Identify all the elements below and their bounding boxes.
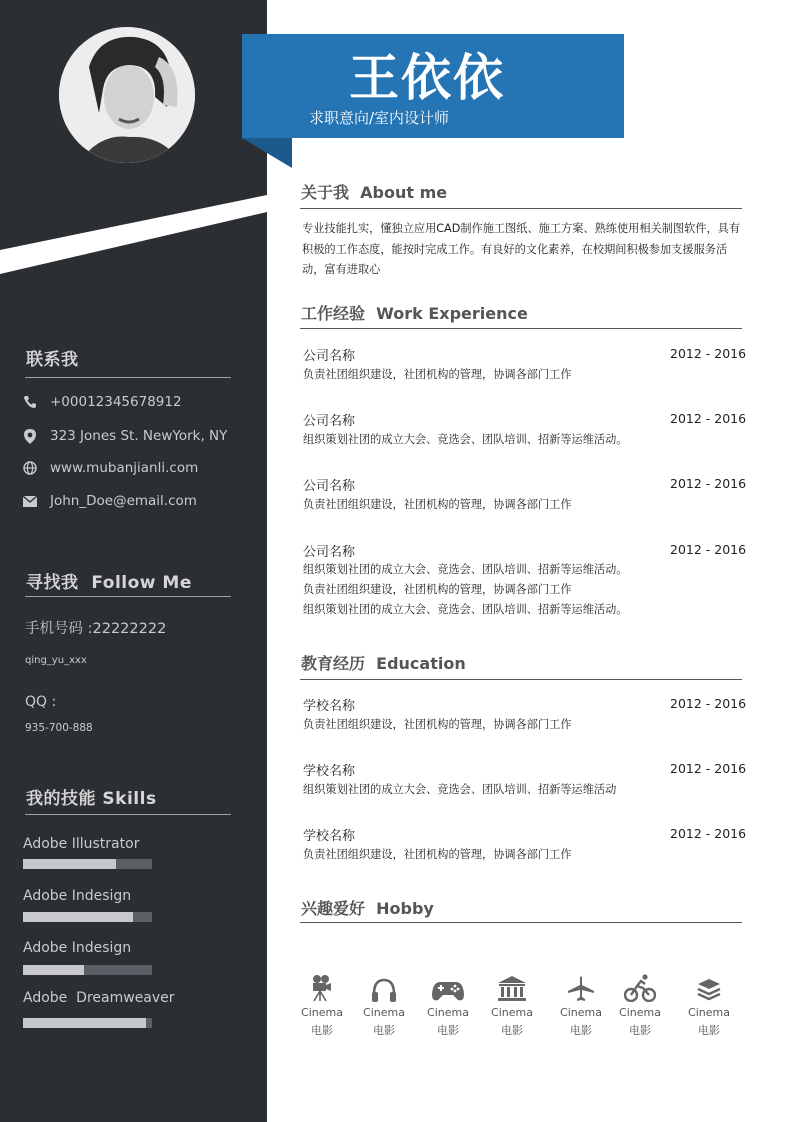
skill-bar: [23, 1018, 152, 1028]
education-title: 教育经历 Education: [301, 654, 466, 673]
follow-qq-label: QQ :: [25, 694, 57, 710]
hobby-label-cn: 电影: [373, 1024, 395, 1037]
work-date: 2012 - 2016: [670, 346, 747, 361]
hobby-label-cn: 电影: [501, 1024, 523, 1037]
skill-bar-fill: [23, 859, 116, 869]
gamepad-icon: [418, 972, 478, 1002]
follow-title: 寻找我 Follow Me: [26, 573, 192, 593]
work-desc: 组织策划社团的成立大会、竞选会、团队培训、招新等运维活动。: [303, 603, 628, 616]
work-date: 2012 - 2016: [670, 542, 747, 557]
avatar: [59, 27, 195, 163]
hobby-label-en: Cinema: [619, 1006, 661, 1019]
school-desc: 负责社团组织建设，社团机构的管理，协调各部门工作: [303, 848, 572, 861]
work-desc: 组织策划社团的成立大会、竞选会、团队培训、招新等运维活动。: [303, 433, 628, 446]
school-desc: 负责社团组织建设，社团机构的管理，协调各部门工作: [303, 718, 572, 731]
contact-divider: [25, 377, 231, 378]
phone-icon: [22, 394, 38, 410]
layers-icon: [679, 972, 739, 1002]
contact-email[interactable]: [22, 491, 197, 511]
cycling-icon: [610, 972, 670, 1002]
name-banner: [242, 34, 624, 138]
sidebar: [0, 0, 267, 1122]
hobby-divider: [300, 922, 742, 923]
hobby-label-cn: 电影: [629, 1024, 651, 1037]
contact-address-text: 323 Jones St. NewYork, NY: [50, 428, 228, 444]
skill-name: Adobe Dreamweaver: [23, 990, 175, 1006]
globe-icon: [22, 460, 38, 476]
camera-icon: [292, 972, 352, 1002]
skill-name: Adobe Indesign: [23, 940, 132, 956]
hobby-item: [482, 972, 542, 1038]
school-date: 2012 - 2016: [670, 826, 747, 841]
skill-bar-fill: [23, 1018, 146, 1028]
hobby-label-en: Cinema: [560, 1006, 602, 1019]
contact-address: [22, 426, 227, 446]
contact-phone-text: +00012345678912: [50, 394, 182, 410]
skill-bar: [23, 912, 152, 922]
hobby-label-en: Cinema: [301, 1006, 343, 1019]
school-name: 学校名称: [303, 764, 356, 779]
job-intent: 求职意向/室内设计师: [309, 109, 450, 127]
school-desc: 组织策划社团的成立大会、竞选会、团队培训、招新等运维活动: [303, 783, 617, 796]
work-company: 公司名称: [303, 414, 356, 429]
work-title: 工作经验 Work Experience: [301, 304, 528, 323]
location-icon: [22, 428, 38, 444]
contact-website[interactable]: [22, 458, 198, 478]
hobby-label-cn: 电影: [698, 1024, 720, 1037]
follow-wechat: qing_yu_xxx: [25, 655, 87, 666]
skills-divider: [25, 814, 231, 815]
work-company: 公司名称: [303, 479, 356, 494]
work-desc: 负责社团组织建设，社团机构的管理，协调各部门工作: [303, 583, 572, 596]
work-desc: 负责社团组织建设，社团机构的管理，协调各部门工作: [303, 498, 572, 511]
hobby-label-cn: 电影: [311, 1024, 333, 1037]
about-divider: [300, 208, 742, 209]
work-desc: 组织策划社团的成立大会、竞选会、团队培训、招新等运维活动。: [303, 563, 628, 576]
work-company: 公司名称: [303, 349, 356, 364]
portrait-image: [59, 27, 195, 163]
hobby-item: [292, 972, 352, 1038]
work-divider: [300, 328, 742, 329]
contact-title: 联系我: [26, 350, 79, 370]
skill-bar-fill: [23, 965, 84, 975]
skill-bar-fill: [23, 912, 133, 922]
airplane-icon: [551, 972, 611, 1002]
candidate-name: 王依依: [349, 49, 505, 107]
contact-email-text: John_Doe@email.com: [50, 493, 197, 509]
skill-bar: [23, 965, 152, 975]
skill-name: Adobe Illustrator: [23, 836, 140, 852]
banner-fold: [242, 138, 294, 168]
follow-phone: 手机号码 :22222222: [25, 621, 167, 637]
follow-qq: 935-700-888: [25, 722, 93, 734]
hobby-title: 兴趣爱好 Hobby: [301, 899, 434, 918]
hobby-label-en: Cinema: [491, 1006, 533, 1019]
work-company: 公司名称: [303, 545, 356, 560]
school-name: 学校名称: [303, 699, 356, 714]
school-date: 2012 - 2016: [670, 761, 747, 776]
skill-name: Adobe Indesign: [23, 888, 132, 904]
hobby-label-cn: 电影: [437, 1024, 459, 1037]
hobby-item: [354, 972, 414, 1038]
contact-phone: [22, 392, 182, 412]
hobby-item: [610, 972, 670, 1038]
hobby-label-en: Cinema: [363, 1006, 405, 1019]
hobby-item: [418, 972, 478, 1038]
headphones-icon: [354, 972, 414, 1002]
work-date: 2012 - 2016: [670, 411, 747, 426]
hobby-label-cn: 电影: [570, 1024, 592, 1037]
education-divider: [300, 679, 742, 680]
about-text: 专业技能扎实，懂独立应用CAD制作施工图纸、施工方案、熟练使用相关制图软件，具有积极的工作态度，能按时完成工作。有良好的文化素养，在校期间积极参加支援服务活动，富有进取心: [302, 222, 741, 276]
skills-title: 我的技能 Skills: [26, 789, 157, 809]
work-desc: 负责社团组织建设，社团机构的管理，协调各部门工作: [303, 368, 572, 381]
hobby-label-en: Cinema: [688, 1006, 730, 1019]
mail-icon: [22, 493, 38, 509]
follow-divider: [25, 596, 231, 597]
skill-bar: [23, 859, 152, 869]
school-date: 2012 - 2016: [670, 696, 747, 711]
hobby-item: [679, 972, 739, 1038]
contact-website-text: www.mubanjianli.com: [50, 460, 199, 476]
museum-icon: [482, 972, 542, 1002]
school-name: 学校名称: [303, 829, 356, 844]
hobby-item: [551, 972, 611, 1038]
work-date: 2012 - 2016: [670, 476, 747, 491]
hobby-label-en: Cinema: [427, 1006, 469, 1019]
about-title: 关于我 About me: [301, 183, 448, 202]
